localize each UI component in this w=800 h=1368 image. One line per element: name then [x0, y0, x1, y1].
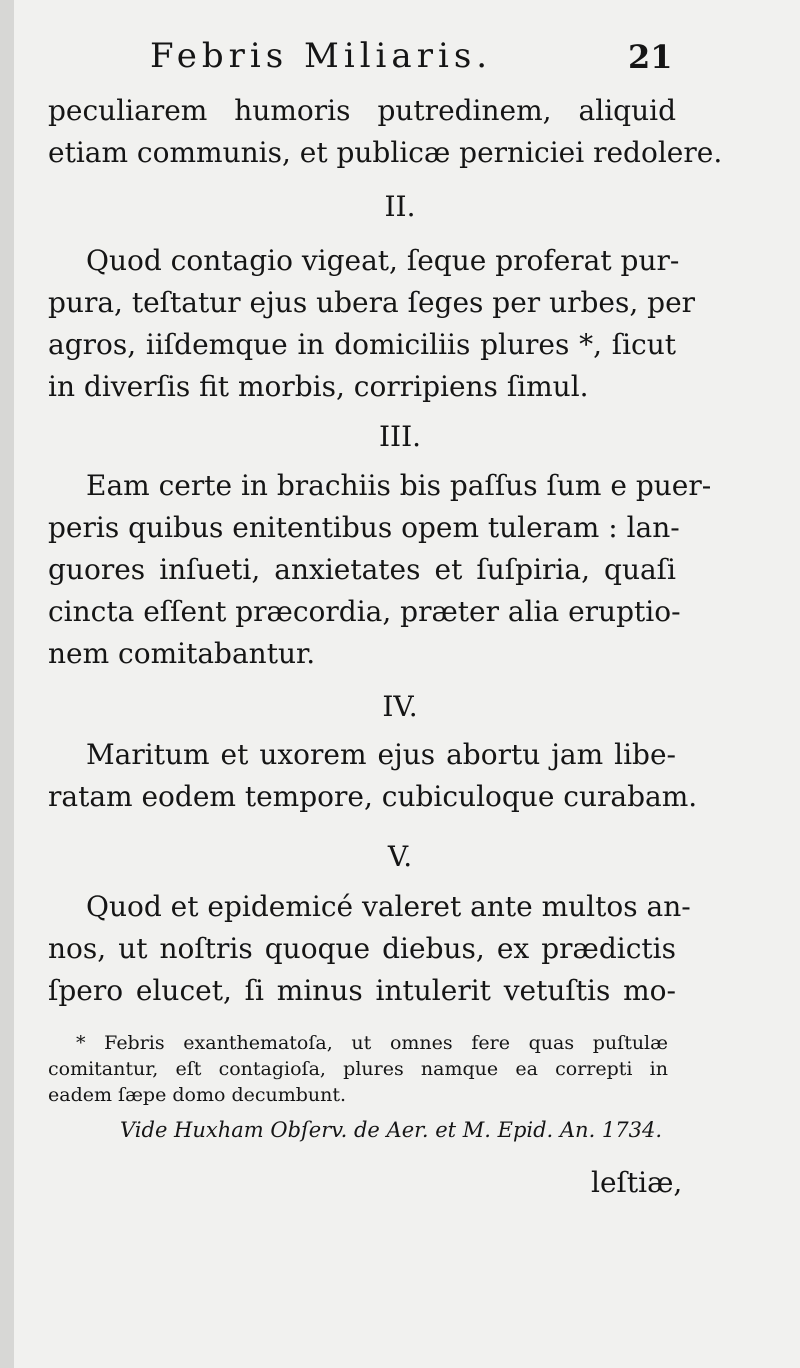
- footnote-line: * Febris exanthematoſa, ut omnes fere quas puſtulæ: [76, 1032, 668, 1054]
- text-line: in diverſis fit morbis, corripiens ſimul.: [48, 370, 589, 403]
- text-line: nem comitabantur.: [48, 637, 316, 670]
- paragraph-ii: [48, 240, 696, 408]
- text-line: peris quibus enitentibus opem tuleram : lan-: [48, 511, 680, 544]
- footnote-citation: Vide Huxham Obſerv. de Aer. et M. Epid. An. 1734.: [120, 1118, 663, 1142]
- section-numeral-ii: II.: [384, 190, 416, 223]
- text-line: Eam certe in brachiis bis paſſus ſum e puer-: [86, 469, 712, 502]
- paragraph-iv: [48, 734, 698, 818]
- section-numeral-v: V.: [387, 840, 413, 873]
- footnote-line: eadem ſæpe domo decumbunt.: [48, 1084, 347, 1106]
- section-numeral-iii: III.: [378, 420, 422, 453]
- page-number: 21: [628, 38, 673, 76]
- text-line: cincta eſſent præcordia, præter alia eruptio-: [48, 595, 681, 628]
- paragraph-continuation: [48, 90, 723, 174]
- catchword: leſtiæ,: [591, 1166, 683, 1199]
- footnote: [48, 1030, 668, 1108]
- section-numeral-iv: IV.: [382, 690, 418, 723]
- text-line: agros, iiſdemque in domiciliis plures *, ſicut: [48, 328, 676, 361]
- text-line: pura, teſtatur ejus ubera ſeges per urbes, per: [48, 286, 696, 319]
- footnote-line: comitantur, eſt contagioſa, plures namque ea correpti in: [48, 1058, 668, 1080]
- paragraph-iii: [48, 465, 712, 675]
- running-title: Febris Miliaris.: [150, 36, 493, 76]
- text-line: ſpero elucet, ſi minus intulerit vetuſtis mo-: [48, 974, 676, 1007]
- text-line: nos, ut noſtris quoque diebus, ex prædictis: [48, 932, 676, 965]
- text-line: guores inſueti, anxietates et ſuſpiria, quaſi: [48, 553, 676, 586]
- text-line: peculiarem humoris putredinem, aliquid: [48, 94, 676, 127]
- text-line: ratam eodem tempore, cubiculoque curabam.: [48, 780, 698, 813]
- text-line: etiam communis, et publicæ perniciei redolere.: [48, 136, 723, 169]
- text-line: Quod contagio vigeat, ſeque proferat pur-: [86, 244, 680, 277]
- text-line: Maritum et uxorem ejus abortu jam libe-: [86, 738, 676, 771]
- text-line: Quod et epidemicé valeret ante multos an-: [86, 890, 691, 923]
- paragraph-v: [48, 886, 691, 1012]
